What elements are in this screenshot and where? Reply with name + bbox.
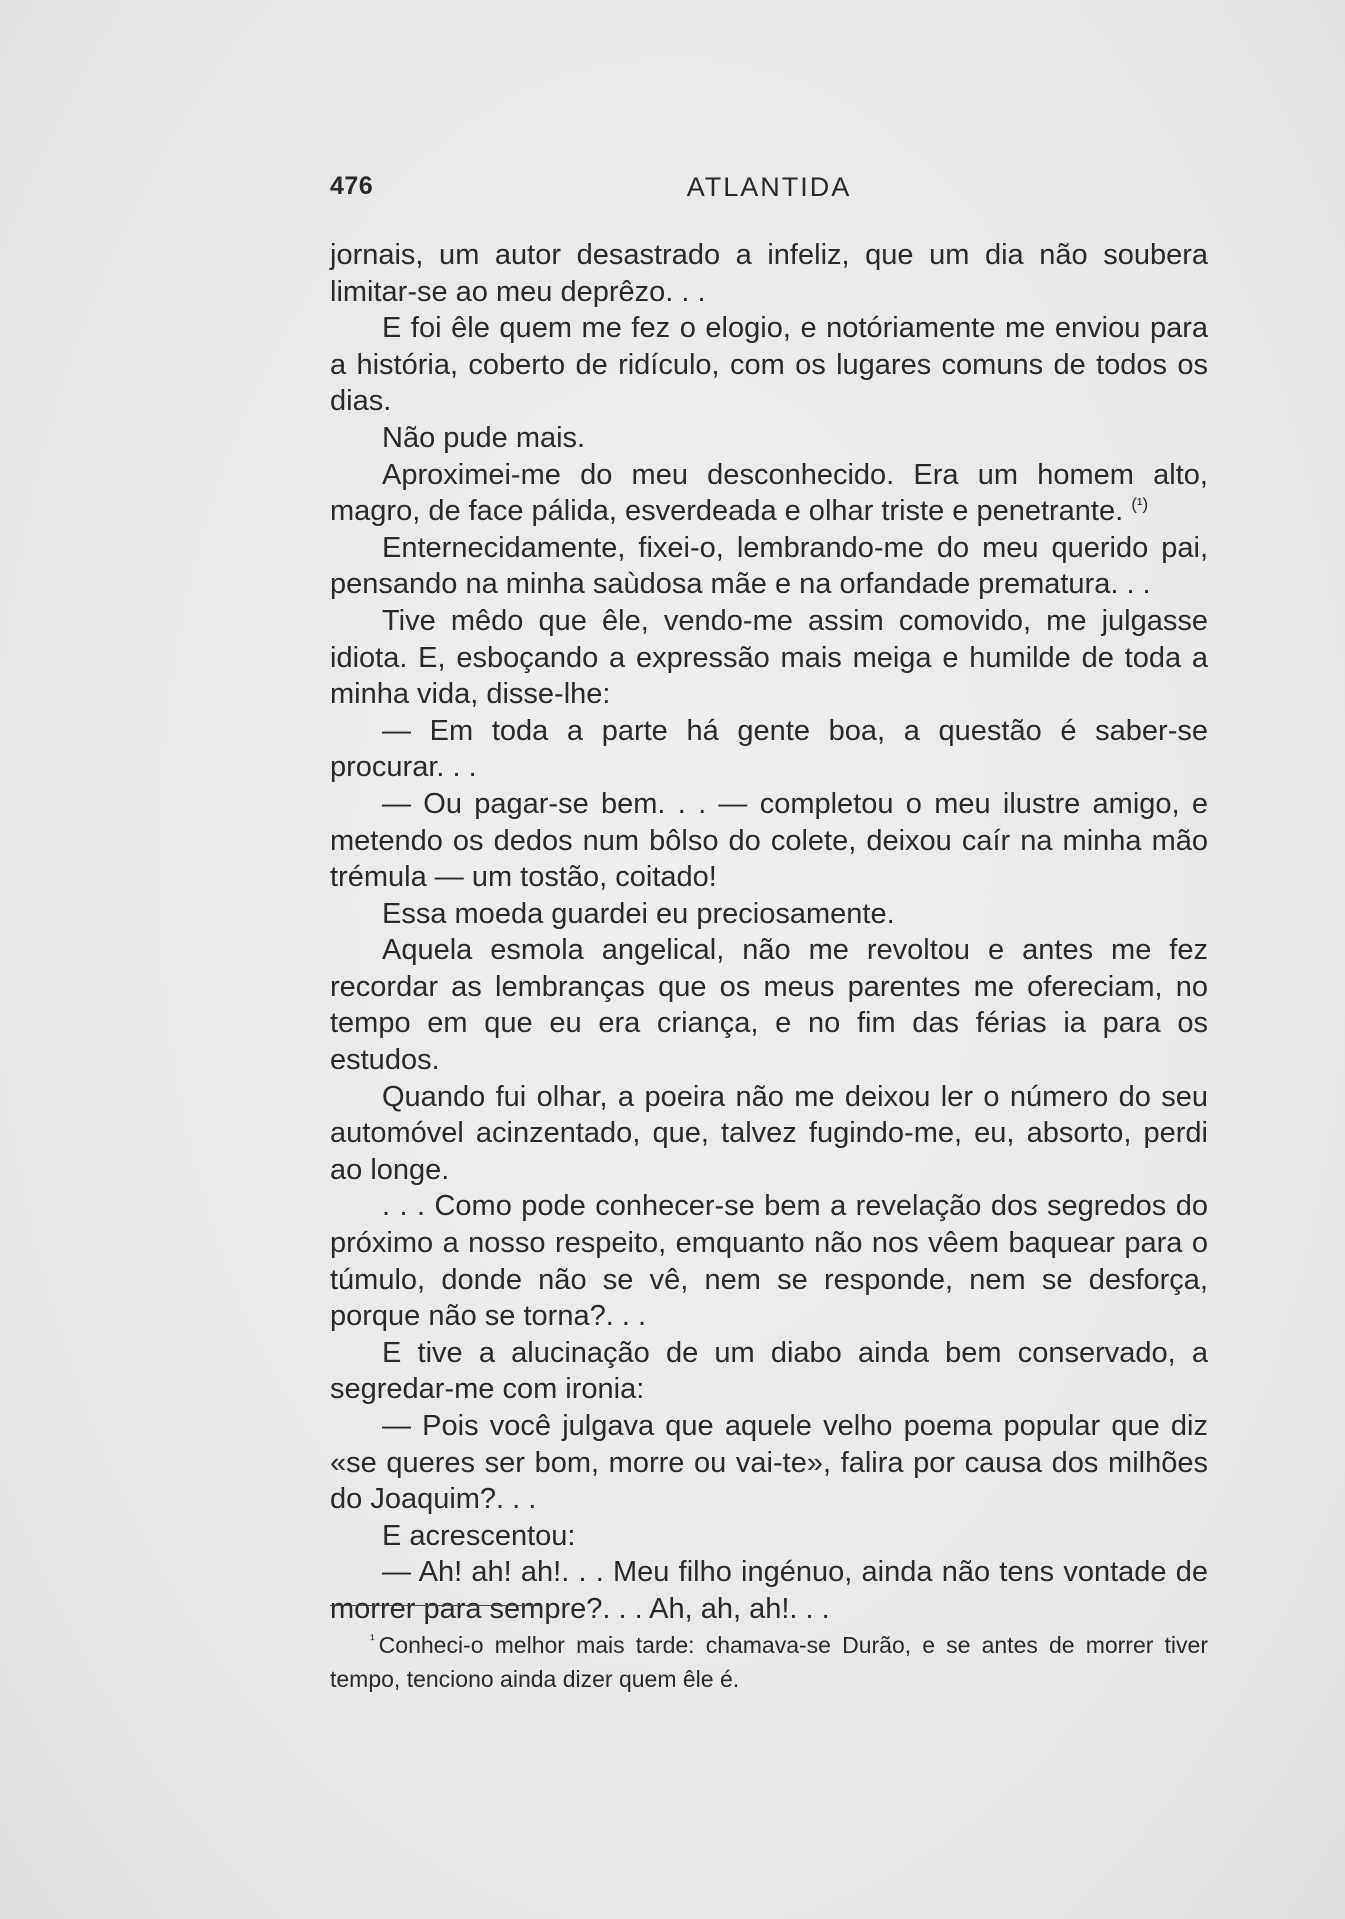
paragraph-with-footnote — [330, 457, 1208, 530]
dialogue-line: — Em toda a parte há gente boa, a questão é saber-se procurar. . . — [330, 714, 1208, 784]
page-header — [330, 172, 1208, 212]
footnote-mark: ¹ — [370, 1631, 375, 1648]
paragraph: Enternecidamente, fixei-o, lembrando-me do meu querido pai, pensando na minha saùdosa mãe e na orfandade prematura. . . — [330, 531, 1208, 601]
footnote — [330, 1628, 1208, 1696]
dialogue-line: — Pois você julgava que aquele velho poema popular que diz «se queres ser bom, morre ou vai-te», falira por causa dos milhões do Joaquim?. . . — [330, 1410, 1208, 1516]
footnote-divider — [330, 1605, 542, 1606]
paragraph: E foi êle quem me fez o elogio, e notóriamente me enviou para a história, coberto de ridículo, com os lugares comuns de todos os dias. — [330, 312, 1208, 418]
paragraph: E acrescentou: — [382, 1519, 576, 1552]
paragraph: E tive a alucinação de um diabo ainda bem conservado, a segredar-me com ironia: — [330, 1336, 1208, 1406]
paragraph: Tive mêdo que êle, vendo-me assim comovido, me julgasse idiota. E, esboçando a expressão mais meiga e humilde de toda a minha vida, disse-lhe: — [330, 604, 1208, 711]
paragraph: Quando fui olhar, a poeira não me deixou ler o número do seu automóvel acinzentado, que, talvez fugindo-me, eu, absorto, perdi ao longe. — [330, 1080, 1208, 1186]
paragraph: Essa moeda guardei eu preciosamente. — [382, 897, 895, 930]
running-title: ATLANTIDA — [686, 172, 852, 202]
paragraph: Aquela esmola angelical, não me revoltou e antes me fez recordar as lembranças que os meus parentes me ofereciam, no tempo em que eu era criança, e no fim das férias ia para os estudos. — [330, 934, 1208, 1077]
page-number: 476 — [330, 172, 374, 200]
paragraph: jornais, um autor desastrado a infeliz, que um dia não soubera limitar-se ao meu deprêzo. . . — [330, 239, 1208, 308]
footnote-text: Conheci-o melhor mais tarde: chamava-se Durão, e se antes de morrer tiver tempo, tenciono ainda dizer quem êle é. — [330, 1632, 1208, 1692]
dialogue-line: — Ou pagar-se bem. . . — completou o meu ilustre amigo, e metendo os dedos num bôlso do colete, deixou caír na minha mão trémula — um tostão, coitado! — [330, 787, 1208, 894]
footnote-reference: (¹) — [1131, 494, 1149, 514]
dialogue-line: — Ah! ah! ah!. . . Meu filho ingénuo, ainda não tens vontade de morrer para sempre?. . . Ah, ah, ah!. . . — [330, 1556, 1208, 1625]
paragraph: Não pude mais. — [382, 421, 586, 454]
paragraph-text: Aproximei-me do meu desconhecido. Era um homem alto, magro, de face pálida, esverdeada e olhar triste e penetrante. — [330, 458, 1208, 528]
paragraph: . . . Como pode conhecer-se bem a revelação dos segredos do próximo a nosso respeito, emquanto não nos vêem baquear para o túmulo, donde não se vê, nem se responde, nem se desforça, porque não se torna?. . . — [330, 1190, 1208, 1333]
body-text — [330, 237, 1208, 1628]
